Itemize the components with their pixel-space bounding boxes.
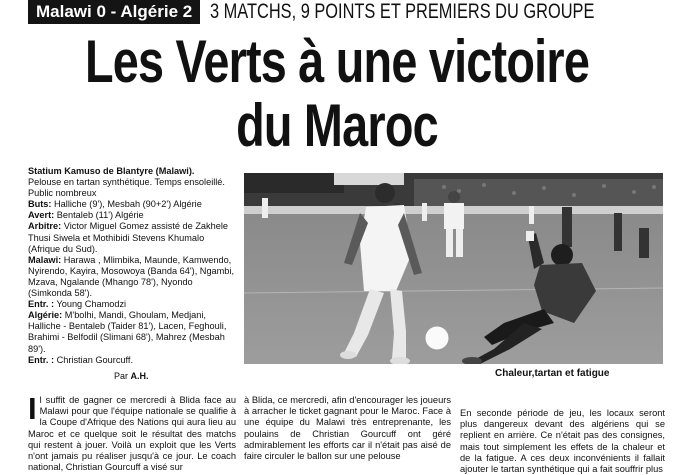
entr1-label: Entr. : [28,299,55,310]
author-name: A.H. [130,371,149,381]
headline-line-1: Les Verts à une victoire [84,28,590,95]
avert-label: Avert: [28,210,55,221]
entr1-text: Young Chamodzi [56,299,127,310]
entr2-label: Entr. : [28,354,55,365]
algerie-label: Algérie: [28,310,63,321]
score-badge: Malawi 0 - Algérie 2 [28,0,200,24]
article-column-3 [460,408,665,475]
algerie-lineup: M'bolhi, Mandi, Ghoulam, Medjani, Halliche - Bentaleb (Taider 81'), Lacen, Feghouli, Brahimi - Belfodil (Slimani 68'), Mahrez (Mesbah 89'). [28,310,227,354]
match-factsheet [28,166,238,366]
malawi-label: Malawi: [28,254,62,265]
kicker-title: 3 MATCHS, 9 POINTS ET PREMIERS DU GROUPE [210,0,595,23]
article-column-1 [28,391,236,473]
author-byline [114,371,149,381]
football-match-photo [244,173,663,364]
column-1-text: l suffit de gagner ce mercredi à Blida face au Malawi pour que l'équipe nationale se qualifie à la Coupe d'Afrique des Nations qui aura lieu au Maroc et ce quelque soit le résultat des matchs qui restent à jouer. Voilà un exploit que les Verts n'ont jamais pu réaliser jusqu'à ce jour. Le coach national, Christian Gourcuff a visé sur [28,395,236,473]
photo-illustration [244,173,663,364]
buts-label: Buts: [28,199,52,210]
stadium-text: Pelouse en tartan synthétique. Temps ensoleillé. Public nombreux [28,177,225,199]
entr2-text: Christian Gourcuff. [56,354,134,365]
malawi-lineup: Harawa , Mlimbika, Maunde, Kamwendo, Nyirendo, Kayira, Mosowoya (Banda 64'), Ngambi, Mzava, Ngalande (Mhango 78'), Nyondo (Simkonda 58'). [28,254,235,299]
author-prefix: Par [114,371,129,381]
header-strip [28,0,674,24]
column-2-text: à Blida, ce mercredi, afin d'encourager les joueurs à arracher le ticket gagnant pour le Maroc. Face à une équipe du Malawi très entreprenante, les poulains de Christian Gourcuff ont géré admirablement les efforts car il n'était pas aisé de faire circuler le ballon sur une pelouse [244,395,451,462]
avert-text: Bentaleb (11') Algérie [56,210,144,221]
arbitre-text: Victor Miguel Gomez assisté de Zakhele Thusi Siwela et Mothibidi Stevens Khumalo (Afrique du Sud). [28,221,229,254]
stadium-label: Statium Kamuso de Blantyre (Malawi). [28,166,195,176]
buts-text: Halliche (9'), Mesbah (90+2') Algérie [54,199,202,210]
drop-cap: I [28,391,37,426]
column-3-text: En seconde période de jeu, les locaux seront plus dangereux devant des algériens qui se replient en arrière. Ce n'était pas des consignes, mais tout simplement les effets de la chaleur et de la fatigue. A ces deux inconvénients il fallait ajouter le tartan synthétique qui a fait souffrir plus [460,408,665,475]
headline-line-2: du Maroc [236,92,438,159]
arbitre-label: Arbitre: [28,221,62,232]
ball [425,326,449,350]
section-subhead: Chaleur,tartan et fatigue [495,368,610,379]
article-column-2 [244,395,451,462]
